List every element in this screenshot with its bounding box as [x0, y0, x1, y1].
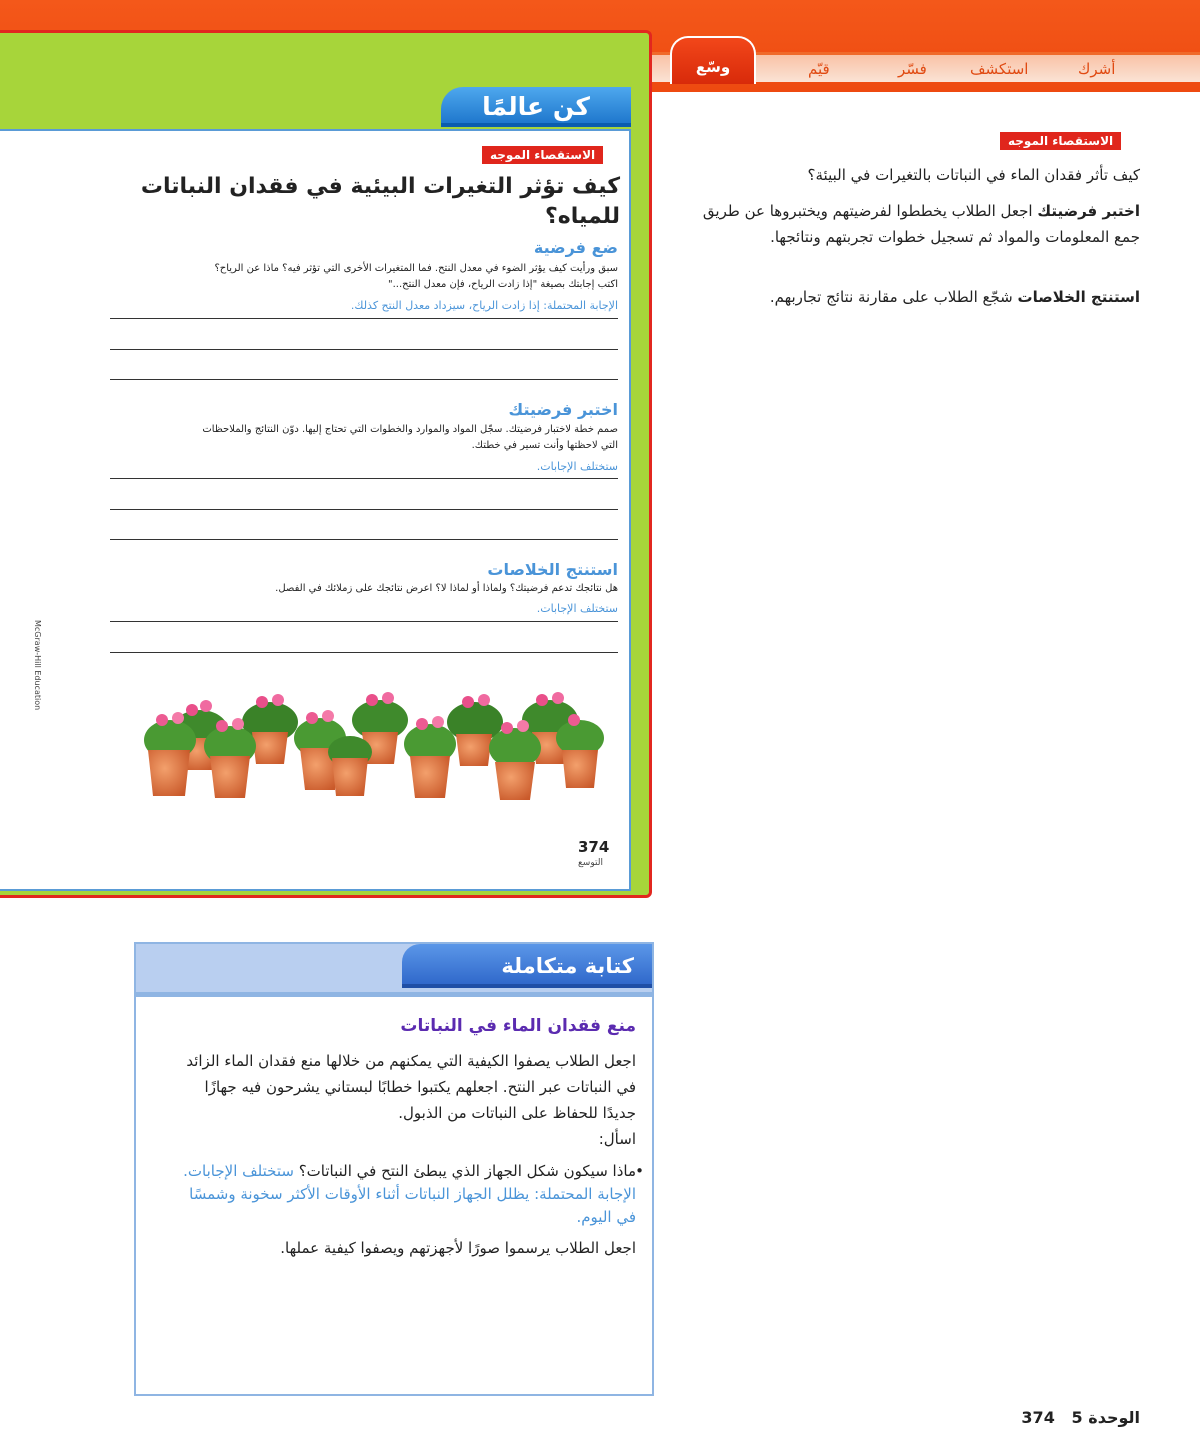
section-hypothesis-heading: ضع فرضية: [533, 238, 618, 257]
integrated-writing-tab: [402, 944, 652, 988]
iw-closing: اجعل الطلاب يرسموا صورًا لأجهزتهم ويصفوا كيفية عملها.: [280, 1239, 636, 1257]
worksheet-page-label: التوسع: [578, 858, 603, 868]
iw-bullet-answer: ستختلف الإجابات. الإجابة المحتملة: يظلل الجهاز النباتات أثناء الأوقات الأكثر سخونة وشمسًا في اليوم.: [183, 1162, 636, 1226]
tab-engage[interactable]: أشرك: [1078, 60, 1116, 78]
footer-page: 374: [1021, 1408, 1055, 1427]
iw-subtitle: منع فقدان الماء في النباتات: [400, 1016, 636, 1036]
tab-explore[interactable]: استكشف: [970, 60, 1029, 78]
iw-bullet: [176, 1160, 644, 1229]
guided-inquiry-tag: الاستقصاء الموجه: [482, 146, 603, 164]
worksheet-page-number: 374: [578, 838, 610, 856]
right-guided-inquiry-tag: الاستقصاء الموجه: [1000, 132, 1121, 150]
iw-ask: اسأل:: [598, 1130, 636, 1148]
tab-evaluate[interactable]: قيّم: [808, 60, 830, 78]
section-test-heading: اختبر فرضيتك: [508, 400, 618, 419]
section-conclude-text: هل نتائجك تدعم فرضيتك؟ ولماذا أو لماذا لا؟ اعرض نتائجك على زملائك في الفصل.: [275, 583, 618, 594]
right-test-paragraph: [680, 198, 1140, 250]
answer-line: [110, 621, 618, 622]
right-question: كيف تأثر فقدان الماء في النباتات بالتغيرات في البيئة؟: [807, 166, 1140, 184]
answer-line: [110, 652, 618, 653]
section-conclude-heading: استنتج الخلاصات: [487, 560, 618, 579]
section-test-text: صمم خطة لاختبار فرضيتك. سجّل المواد والموارد والخطوات التي تحتاج إليها. دوّن النتائج والملاحظات التي لاحظتها وأنت تسير في خطتك.: [202, 424, 618, 451]
iw-bullet-question: ماذا سيكون شكل الجهاز الذي يبطئ النتح في النباتات؟: [298, 1162, 636, 1180]
be-scientist-banner: [441, 87, 631, 127]
answer-line: [110, 349, 618, 350]
right-conclude-bold: استنتج الخلاصات: [1017, 288, 1140, 306]
right-conclude-paragraph: [680, 284, 1140, 310]
side-credit: McGraw-Hill Education: [33, 620, 42, 711]
answer-line: [110, 318, 618, 319]
tab-explain[interactable]: فسّر: [898, 60, 927, 78]
tab-extend[interactable]: [670, 36, 756, 84]
section-hypothesis-answer: الإجابة المحتملة: إذا زادت الرياح، سيزداد معدل النتح كذلك.: [350, 299, 618, 312]
worksheet-title: كيف تؤثر التغيرات البيئية في فقدان النباتات للمياه؟: [140, 174, 620, 229]
answer-line: [110, 478, 618, 479]
iw-body: اجعل الطلاب يصفوا الكيفية التي يمكنهم من خلالها منع فقدان الماء الزائد في النباتات عبر النتح. اجعلهم يكتبوا خطابًا لبستاني يشرحون فيه جهازًا جديدًا للحفاظ على النباتات من الذبول.: [186, 1052, 636, 1122]
section-test-answer: ستختلف الإجابات.: [536, 460, 618, 473]
plant-group: [144, 692, 604, 800]
right-conclude-text: شجّع الطلاب على مقارنة نتائج تجاربهم.: [769, 288, 1013, 306]
header-rule: [136, 992, 652, 997]
banner-label: كن عالمًا: [482, 92, 590, 121]
integrated-writing-title: كتابة متكاملة: [501, 954, 634, 978]
page-footer: [940, 1408, 1140, 1427]
bullet-dot: •: [635, 1162, 644, 1180]
right-test-text: اجعل الطلاب يخططوا لفرضيتهم ويختبروها عن طريق جمع المعلومات والمواد ثم تسجيل خطوات تجربتهم ونتائجها.: [702, 202, 1140, 246]
answer-line: [110, 539, 618, 540]
answer-line: [110, 379, 618, 380]
right-test-bold: اختبر فرضيتك: [1037, 202, 1140, 220]
answer-line: [110, 509, 618, 510]
section-hypothesis-text: سبق ورأيت كيف يؤثر الضوء في معدل النتح. فما المتغيرات الأخرى التي تؤثر فيه؟ ماذا عن الرياح؟ اكتب إجابتك بصيغة "إذا زادت الرياح، فإن معدل النتح...": [214, 263, 618, 290]
footer-unit: الوحدة 5: [1071, 1408, 1140, 1427]
tab-extend-label: وسّع: [695, 58, 731, 76]
section-conclude-answer: ستختلف الإجابات.: [536, 602, 618, 615]
integrated-writing-box: [134, 942, 654, 1396]
flower-pots-image: [130, 680, 610, 810]
